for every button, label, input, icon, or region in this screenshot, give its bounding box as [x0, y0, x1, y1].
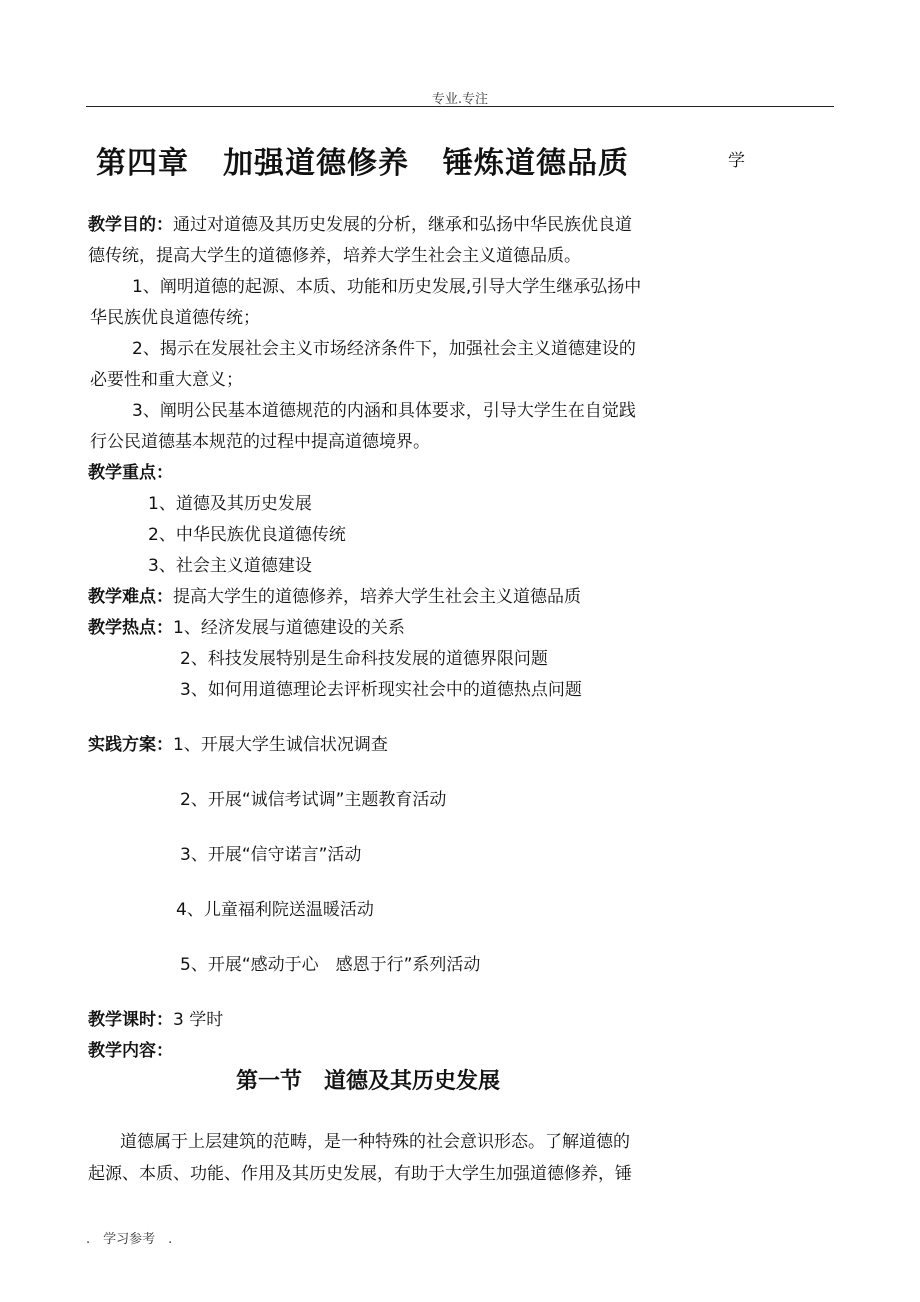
practice-item: 3、开展“信守诺言”活动 — [180, 845, 362, 865]
hot-points-line — [88, 617, 405, 639]
header-rule — [86, 106, 834, 107]
chapter-title-part1: 加强道德修养 — [223, 146, 409, 181]
key-points-label: 教学重点： — [88, 463, 173, 483]
chapter-title — [96, 138, 629, 182]
content-label: 教学内容： — [88, 1041, 173, 1061]
practice-label: 实践方案： — [88, 735, 173, 755]
body-line1: 道德属于上层建筑的范畴，是一种特殊的社会意识形态。了解道德的 — [120, 1132, 630, 1152]
objective-item3-b: 行公民道德基本规范的过程中提高道德境界。 — [90, 432, 430, 452]
practice-item: 5、开展“感动于心 感恩于行”系列活动 — [180, 955, 481, 975]
objective-item2-b: 必要性和重大意义； — [90, 370, 243, 390]
page-footer: . 学习参考 . — [86, 1232, 173, 1247]
hot-points-label: 教学热点： — [88, 618, 173, 638]
objectives-line1 — [88, 214, 632, 236]
difficulty-text: 提高大学生的道德修养，培养大学生社会主义道德品质 — [173, 587, 581, 607]
hot-point-item: 3、如何用道德理论去评析现实社会中的道德热点问题 — [180, 680, 582, 700]
objective-item2-a: 2、揭示在发展社会主义市场经济条件下，加强社会主义道德建设的 — [132, 339, 636, 359]
section-title: 第一节 道德及其历史发展 — [236, 1069, 501, 1094]
key-point-item: 1、道德及其历史发展 — [148, 494, 312, 514]
chapter-number: 第四章 — [96, 146, 189, 181]
chapter-title-part2: 锤炼道德品质 — [443, 146, 629, 181]
objectives-line2: 德传统，提高大学生的道德修养，培养大学生社会主义道德品质。 — [88, 246, 581, 266]
practice-item: 1、开展大学生诚信状况调查 — [173, 735, 388, 755]
practice-line — [88, 734, 388, 756]
practice-item: 4、儿童福利院送温暖活动 — [176, 900, 374, 920]
objectives-label: 教学目的： — [88, 215, 173, 235]
objective-item1-b: 华民族优良道德传统； — [90, 308, 260, 328]
page-header: 专业.专注 — [431, 92, 489, 107]
body-line2: 起源、本质、功能、作用及其历史发展，有助于大学生加强道德修养，锤 — [88, 1164, 632, 1184]
side-char: 学 — [728, 151, 745, 171]
objectives-text1: 通过对道德及其历史发展的分析，继承和弘扬中华民族优良道 — [173, 215, 632, 235]
difficulty-label: 教学难点： — [88, 587, 173, 607]
key-point-item: 3、社会主义道德建设 — [148, 556, 312, 576]
hours-value: 3 学时 — [173, 1010, 224, 1030]
hours-label: 教学课时： — [88, 1010, 173, 1030]
practice-item: 2、开展“诚信考试调”主题教育活动 — [180, 790, 447, 810]
objective-item3-a: 3、阐明公民基本道德规范的内涵和具体要求，引导大学生在自觉践 — [132, 401, 636, 421]
hot-point-item: 2、科技发展特别是生命科技发展的道德界限问题 — [180, 649, 548, 669]
hours-line — [88, 1009, 223, 1031]
objective-item1-a: 1、阐明道德的起源、本质、功能和历史发展,引导大学生继承弘扬中 — [132, 277, 642, 297]
hot-point-item: 1、经济发展与道德建设的关系 — [173, 618, 405, 638]
difficulty-line — [88, 586, 581, 608]
key-point-item: 2、中华民族优良道德传统 — [148, 525, 346, 545]
